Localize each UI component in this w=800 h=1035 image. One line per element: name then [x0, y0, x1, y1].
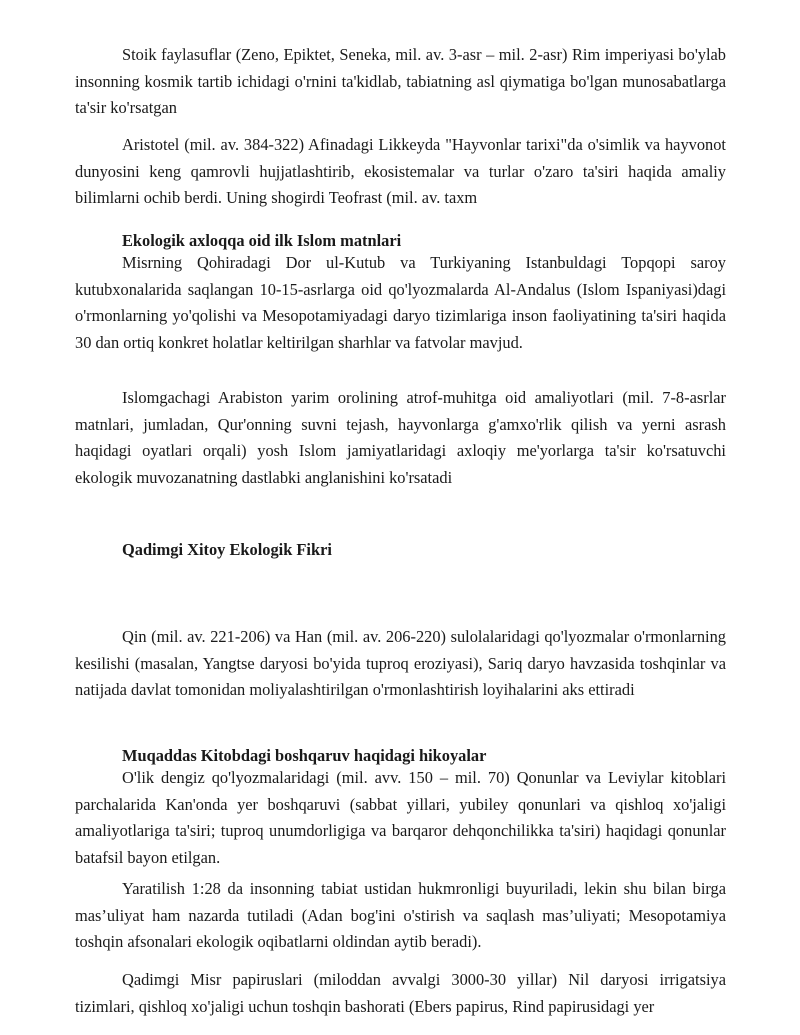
paragraph-aristotle: Aristotel (mil. av. 384-322) Afinadagi Likkeyda "Hayvonlar tarixi"da o'simlik va hayvonot dunyosini keng qamrovli hujjatlashtirib, ekosistemalar va turlar o'zaro ta'siri haqida amaliy bilimlarni ochib berdi. Uning shogirdi Teofrast (mil. av. taxm [75, 135, 726, 207]
paragraph-egypt-papyri: Qadimgi Misr papiruslari (miloddan avvalgi 3000-30 yillar) Nil daryosi irrigatsiya tizimlari, qishloq xo'jaligi uchun toshqin bashorati (Ebers papirus, Rind papirusidagi yer [75, 970, 726, 1016]
heading-biblical-stewardship: Muqaddas Kitobdagi boshqaruv haqidagi hikoyalar [122, 746, 487, 765]
paragraph-genesis: Yaratilish 1:28 da insonning tabiat ustidan hukmronligi buyuriladi, lekin shu bilan birga mas’uliyat ham nazarda tutiladi (Adan bog'ini o'stirish va saqlash mas’uliyati; Mesopotamiya toshqin afsonalari ekologik oqibatlarni oldindan aytib beradi). [75, 879, 726, 951]
paragraph-stoics: Stoik faylasuflar (Zeno, Epiktet, Seneka, mil. av. 3-asr – mil. 2-asr) Rim imperiyasi bo'ylab insonning kosmik tartib ichidagi o'rnini ta'kidlab, tabiatning asl qiymatiga bo'lgan munosabatlarga ta'sir ko'rsatgan [75, 45, 726, 117]
heading-islamic-texts: Ekologik axloqqa oid ilk Islom matnlari [122, 231, 402, 250]
paragraph-dead-sea-scrolls: O'lik dengiz qo'lyozmalaridagi (mil. avv. 150 – mil. 70) Qonunlar va Leviylar kitoblari parchalarida Kan'onda yer boshqaruvi (sabbat yillari, yubiley qonunlari va qishloq xo'jaligi amaliyotlariga ta'siri; tuproq unumdorligiga va barqaror dehqonchilikka ta'siri) haqidagi qonunlar batafsil bayon etilgan. [75, 768, 726, 867]
paragraph-qin-han: Qin (mil. av. 221-206) va Han (mil. av. 206-220) sulolalaridagi qo'lyozmalar o'rmonlarning kesilishi (masalan, Yangtse daryosi bo'yida tuproq eroziyasi), Sariq daryo havzasida toshqinlar va natijada davlat tomonidan moliyalashtirilgan o'rmonlashtirish loyihalarini aks ettiradi [75, 627, 726, 699]
paragraph-pre-islamic-arabia: Islomgachagi Arabiston yarim orolining atrof-muhitga oid amaliyotlari (mil. 7-8-asrlar matnlari, jumladan, Qur'onning suvni tejash, hayvonlarga g'amxo'rlik qilish va yerni asrash haqidagi oyatlari orqali) yosh Islom jamiyatlaridagi axloqiy me'yorlarga ta'sir ko'rsatuvchi ekologik muvozanatning dastlabki anglanishini ko'rsatadi [75, 388, 726, 487]
paragraph-islamic-manuscripts: Misrning Qohiradagi Dor ul-Kutub va Turkiyaning Istanbuldagi Topqopi saroy kutubxonalarida saqlangan 10-15-asrlarga oid qo'lyozmalarda Al-Andalus (Islom Ispaniyasi)dagi o'rmonlarning yo'qolishi va Mesopotamiyadagi daryo tizimlariga inson faoliyatining ta'siri haqida 30 dan ortiq konkret holatlar keltirilgan sharhlar va fatvolar mavjud. [75, 253, 726, 352]
heading-chinese-thought: Qadimgi Xitoy Ekologik Fikri [122, 540, 332, 559]
